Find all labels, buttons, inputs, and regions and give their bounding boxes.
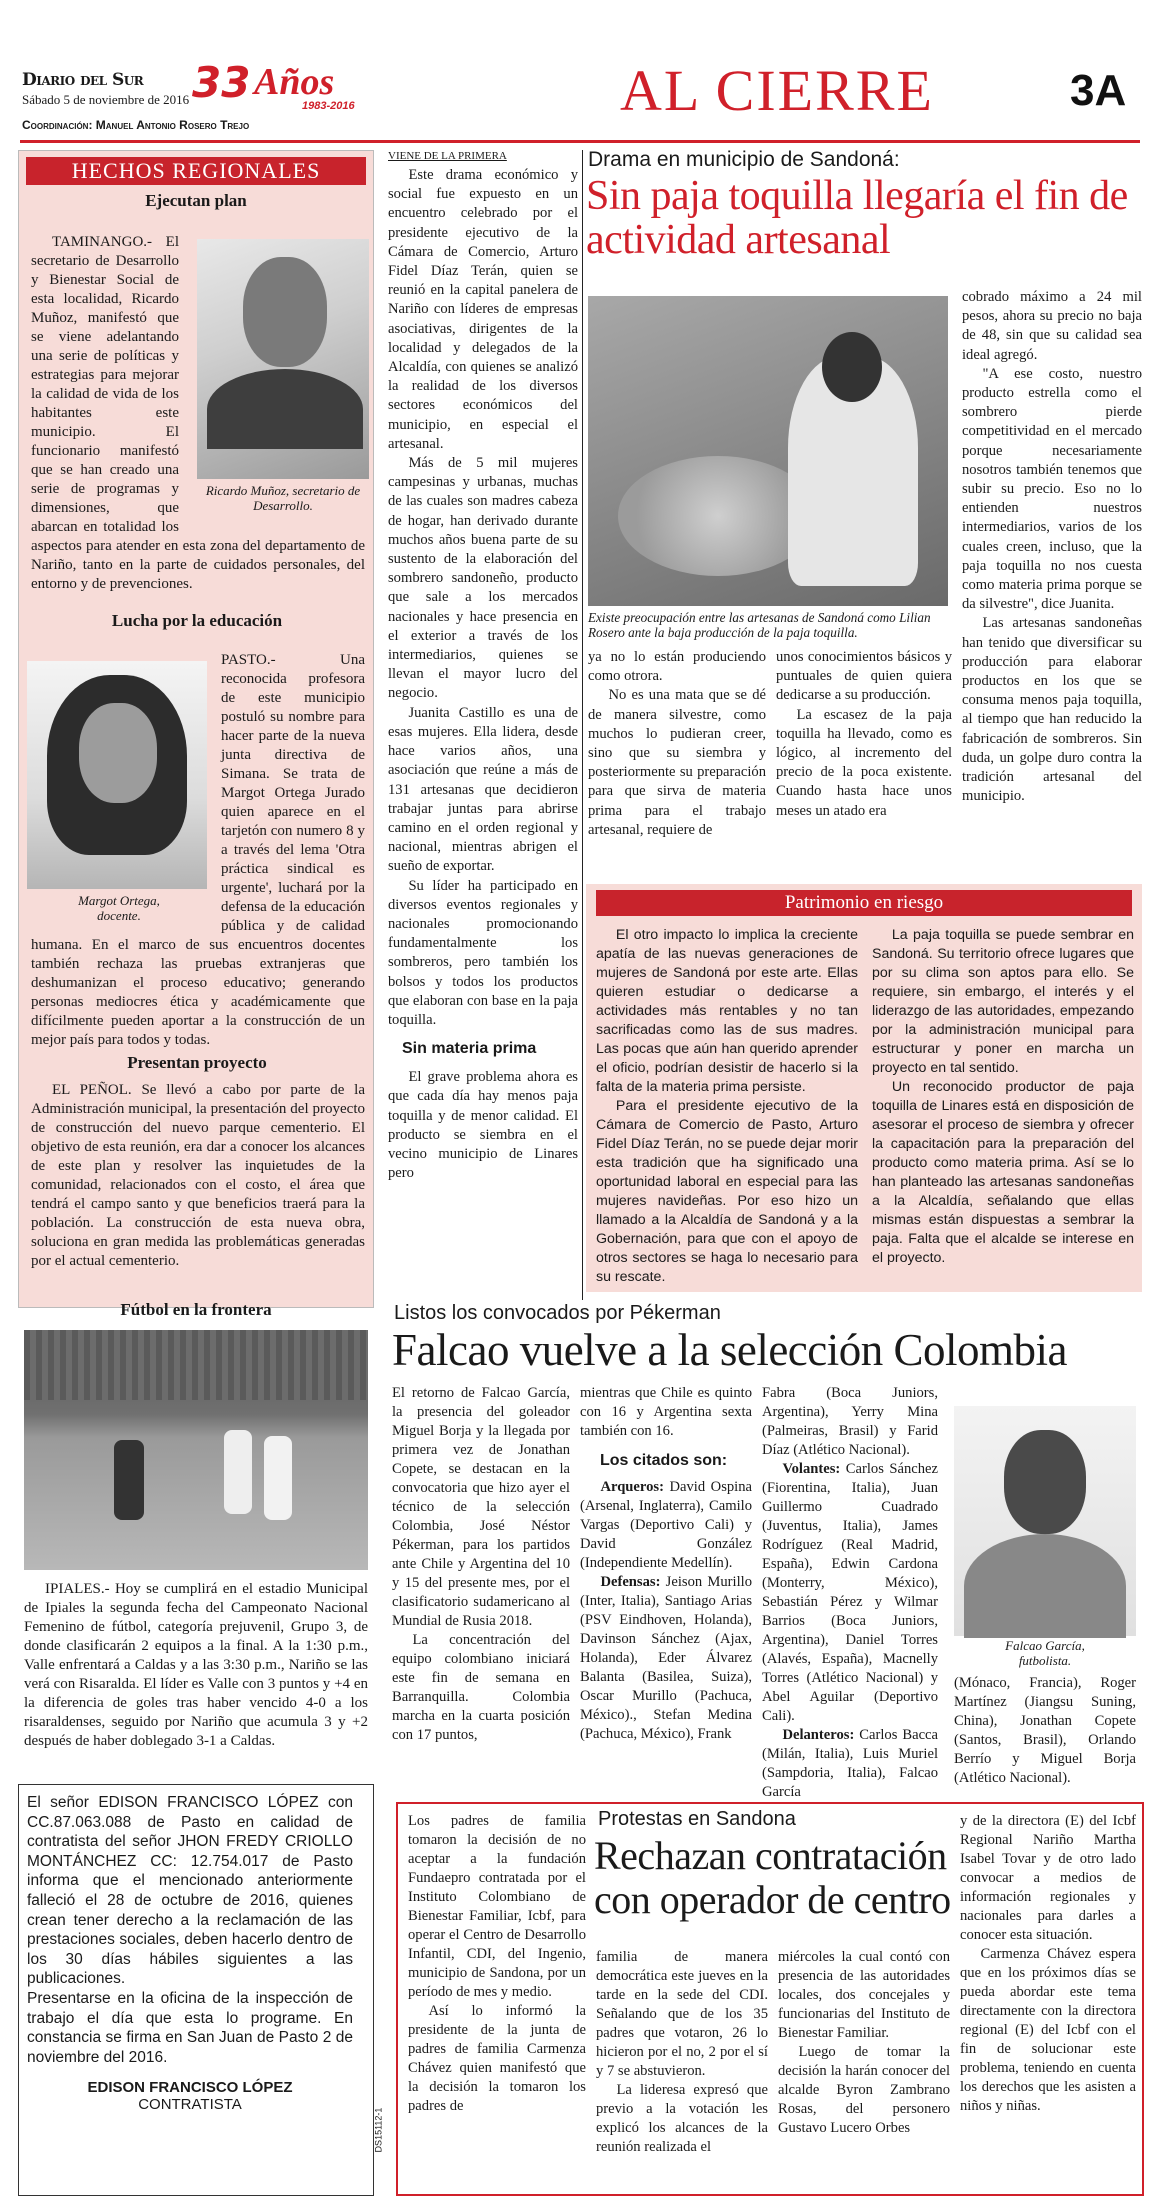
label: Arqueros: (600, 1479, 664, 1495)
portrait-shoulders (964, 1534, 1126, 1638)
paragraph: La lideresa expresó que previo a la votación les explicó los alcances de la reunión realizada el (596, 2082, 768, 2155)
patrimonio-banner: Patrimonio en riesgo (596, 890, 1132, 916)
section-title: AL CIERRE (620, 58, 934, 123)
paragraph: Un reconocido productor de paja toquilla de Linares está en disposición de asesorar el proceso de siembra y ofrecer la capacitación para la preparación del producto como materia prima. Así se lo han planteado las artesanas sandoneñas a la Alcaldía, señalando que ellas mismas están dispuestas a sembrar la paja. Falta que el alcalde se interese en el proyecto. (872, 1079, 1134, 1266)
article-headline: Sin paja toquilla llegaría el fin de actividad artesanal (586, 173, 1128, 263)
paragraph: unos conocimientos básicos y puntuales de quien quiera dedicarse a su producción. (776, 649, 952, 704)
article-text (388, 166, 578, 1030)
text: Carlos Bacca (Milán, Italia), Luis Muriel (Sampdoria, Italia), Falcao García (762, 1727, 938, 1800)
patrimonio-col-a (596, 926, 858, 1286)
paragraph (580, 1478, 752, 1573)
paragraph: Su líder ha participado en diversos eventos regionales y nacionales promocionando fundamentalmente los sombreros, pero también los bolsos y todos los productos que elaboran con base en la paja toquilla. (388, 877, 578, 1028)
notice-signature: EDISON FRANCISCO LÓPEZ (87, 2079, 293, 2097)
paragraph: familia de manera democrática este jueves en la tarde en la sede del CDI. Señalando que de los 35 padres que votaron, 26 lo hicieron por el no, 2 por el sí y 7 se abstuvieron. (596, 1949, 768, 2079)
paper-name: Diario del Sur (22, 70, 144, 90)
paragraph: Más de 5 mil mujeres campesinas y urbanas, muchas de las cuales son madres cabeza de hogar, han derivado durante muchos años buena parte de su sustento de la elaboración del sombrero sandoneño, producto que sale a los mercados nacionales y hace presencia en el exterior a través de los intermediarios, quienes se llevan el mayor lucro del negocio. (388, 455, 578, 702)
sandona-article (586, 148, 1142, 1298)
protestas-col-3 (778, 1948, 950, 2192)
label: Volantes: (782, 1461, 841, 1477)
float-spacer (31, 651, 215, 921)
item-title: Lucha por la educación (111, 611, 283, 630)
falcao-col-2 (580, 1384, 752, 1780)
photo-caption: Existe preocupación entre las artesanas de Sandoná como Lilian Rosero ante la baja producción de la paja toquilla. (588, 610, 931, 640)
photo-artisan-weaving (588, 296, 948, 606)
article-headline: Rechazan contratación con operador de centro (594, 1833, 951, 1922)
item-title: Ejecutan plan (145, 191, 247, 210)
text: David Ospina (Arsenal, Inglaterra), Camilo Vargas (Deportivo Cali) y David González (Independiente Medellín). (580, 1479, 752, 1571)
falcao-article (388, 1302, 1144, 1800)
paragraph: La concentración del equipo colombiano iniciará este fin de semana en Barranquilla. Colombia marcha en la cuarta posición con 17 puntos, (392, 1632, 570, 1743)
photo-womens-football (24, 1330, 368, 1570)
protestas-col-2 (596, 1948, 768, 2192)
paragraph: Para el presidente ejecutivo de la Cámara de Comercio de Pasto, Arturo Fidel Díaz Terán, no se puede dejar morir esta tradición que ha significado una oportunidad laboral en especial para las mujeres navideñas. Por eso hizo un llamado a la Alcaldía de Sandoná y a la Gobernación, para que con el apoyo de otros sectores se haga lo necesario para su rescate. (596, 1098, 858, 1285)
article-text (388, 1068, 578, 1183)
paragraph: La paja toquilla se puede sembrar en Sandoná. Su territorio ofrece lugares que por su clima son aptos para ello. Se requiere, sin embargo, el interés y el liderazgo de las autoridades, empezando por la administración municipal para estructurar y poner en marcha un proyecto en tal sentido. (872, 927, 1134, 1076)
portrait-head (1004, 1430, 1086, 1534)
photo-caption: Margot Ortega, docente. (78, 893, 160, 923)
paragraph: ya no lo están produciendo como otrora. (588, 649, 766, 685)
paragraph: Las artesanas sandoneñas han tenido que diversificar su producción para elaborar productos en los que se consuma menos paja toquilla, al tiempo que han reducido la fabricación de sombreros. Sin duda, un golpe duro contra la tradición artesanal del municipio. (962, 615, 1142, 805)
player (114, 1440, 144, 1520)
paragraph: miércoles la cual contó con presencia de las autoridades locales, dos concejales y funcionarias del Instituto de Bienestar Familiar. (778, 1949, 950, 2041)
article-headline: Falcao vuelve a la selección Colombia (392, 1325, 1068, 1375)
article-kicker: Drama en municipio de Sandoná: (588, 148, 900, 171)
protestas-article (396, 1802, 1144, 2196)
anniversary-number: 33 (192, 58, 251, 107)
paragraph: El otro impacto lo implica la creciente apatía de las nuevas generaciones de mujeres de Sandoná por este arte. Ellas quieren estudiar o dedicarse a actividades más rentables y no tan sacrificadas como las de sus madres. Las pocas que aún han querido aprender el oficio, podrían desistir de hacerlo si la falta de la materia prima persiste. (596, 927, 858, 1095)
subhead: Sin materia prima (402, 1040, 537, 1058)
item-title: Presentan proyecto (127, 1053, 267, 1072)
paragraph: y de la directora (E) del Icbf Regional Nariño Martha Isabel Tovar y de otro lado convocar a medios de información regionales y nacionales para darles a conocer esta situación. (960, 1813, 1136, 1943)
text: Carlos Sánchez (Fiorentina, Italia), Juan Guillermo Cuadrado (Juventus, Italia), James Rodríguez (Real Madrid, España), Edwin Cardona (Monterry, México), Sebastián Pérez y Wilmar Barrios (Boca Juniors, Argentina), Daniel Torres (Alavés, España), Macnelly Torres (Atlético Nacional) y Abel Aguilar (Deportivo Cali). (762, 1461, 938, 1724)
text: Jeison Murillo (Inter, Italia), Santiago Arias (PSV Eindhoven, Holanda), Davinson Sánchez (Ajax, Holanda), Eder Álvarez Balanta (Basilea, Suiza), Oscar Murillo (Pachuca, México)., Stefan Medina (Pachuca, México), Frank (580, 1574, 752, 1742)
notice-role: CONTRATISTA (138, 2096, 242, 2114)
item-body: IPIALES.- Hoy se cumplirá en el estadio Municipal de Ipiales la segunda fecha del Campeonato Nacional Femenino de fútbol, categoría prejuvenil, Grupo 3, de donde clasificarán 2 equipos a la final. A la 1:30 p.m., Valle enfrentará a Caldas y a las 3:30 p.m., Nariño se las verá con Risaralda. El líder es Valle con 3 puntos y +4 en la diferencia de goles tras haber vencido 4-0 a los risaraldenses, seguido por Nariño que acumula 3 y +2 después de haber doblegado 3-1 a Caldas. (24, 1581, 368, 1749)
player (224, 1430, 252, 1514)
label: Delanteros: (782, 1727, 855, 1743)
item-title: Fútbol en la frontera (120, 1300, 272, 1319)
article-kicker: Listos los convocados por Pékerman (394, 1302, 721, 1324)
page-number: 3A (1070, 66, 1127, 115)
header-rule (20, 140, 1140, 143)
subhead: Los citados son: (600, 1452, 728, 1469)
paragraph: mientras que Chile es quinto con 16 y Argentina sexta también con 16. (580, 1385, 752, 1439)
paragraph: No es una mata que se dé de manera silvestre, como muchos lo pudieran creer, sino que su siembra y posteriormente su preparación para que sirva de materia prima para el trabajo artesanal, requiere de (588, 687, 766, 838)
item-body: PASTO.- Una reconocida profesora de este municipio postuló su nombre para hacer parte de la nueva junta directiva de Simana. Se trata de Margot Ortega Jurado quien aparece en el tarjetón con numero 8 y a través del lema 'Otra práctica sindical es urgente', luchará por la defensa de la educación pública y de calidad humana. En el marco de sus encuentros docentes también rechaza las pruebas extranjeras que deshumanizan el proceso educativo; generando personas mediocres ética y académicamente que difícilmente pueden aportar a la construcción de un mejor país para todos y todas. (31, 652, 365, 1048)
hechos-regionales-box (18, 150, 374, 1308)
falcao-col-1 (392, 1384, 570, 1780)
hechos-banner: HECHOS REGIONALES (26, 157, 366, 185)
paragraph: Carmenza Chávez espera que en los próximos días se pueda abordar este tema directamente con la directora regional (E) del Icbf con el fin de solucionar este problema, teniendo en cuenta los derechos que les asisten a niños y niñas. (960, 1946, 1136, 2114)
legal-notice (18, 1784, 384, 2196)
paragraph (392, 1384, 570, 1631)
photo-caption: Falcao García, futbolista. (1005, 1638, 1085, 1668)
viene-label: VIENE DE LA PRIMERA (388, 150, 507, 162)
anniversary-logo (192, 58, 412, 114)
patrimonio-col-b (872, 926, 1134, 1286)
paragraph: Los padres de familia tomaron la decisión de no aceptar a la fundación Fundaepro contratada por el Instituto Colombiano de Bienestar Familiar, Icbf, para operar el Centro de Desarrollo Infantil, CDI, del Ingenio, municipio de Sandona, por un período de mes y medio. (408, 1813, 586, 2000)
falcao-col-4 (954, 1674, 1136, 1786)
paragraph: Luego de tomar la decisión la harán conocer del alcalde Byron Zambrano Rosas, del personero Gustavo Lucero Orbes (778, 2044, 950, 2136)
sandona-continued-column (388, 150, 578, 1300)
lead-text: El retorno de Falcao García, la presencia del goleador Miguel Borja y la llegada por primera vez de Jonathan Copete, se destacan en la convocatoria que hizo ayer el técnico de la selección Colombia, José Néstor Pékerman, para los partidos ante Chile y Argentina del 10 y 15 del presente mes, por el clasificatorio sudamericano al Mundial de Rusia 2018. (392, 1385, 570, 1629)
column-rule (582, 150, 583, 1300)
photo-caption: Ricardo Muñoz, secretario de Desarrollo. (205, 483, 361, 513)
float-spacer (185, 233, 365, 523)
falcao-col-3 (762, 1384, 938, 1800)
masthead (20, 58, 1140, 142)
paragraph: Así lo informó la presidente de la junta de padres de familia Carmenza Chávez quien manifestó que la decisión la tomaron los padres de (408, 2003, 586, 2114)
futbol-frontera (18, 1300, 374, 1775)
label: Defensas: (600, 1574, 661, 1590)
paragraph: La escasez de la paja toquilla ha llevado, como es lógico, al incremento del precio de la poca existente. Cuando hasta hace unos meses un atado era (776, 706, 952, 819)
notice-code: DS15112-1 (373, 2107, 384, 2153)
anniversary-years: 1983-2016 (302, 100, 355, 112)
anniversary-word: Años (254, 61, 335, 103)
article-kicker: Protestas en Sandona (598, 1808, 796, 1830)
notice-body-2: Presentarse en la oficina de la inspección de trabajo el día que esta lo programe. En constancia se firma en San Juan de Pasto 2 de noviembre del 2016. (27, 1989, 353, 2066)
coordination-line: Coordinación: Manuel Antonio Rosero Trejo (22, 118, 250, 132)
item-body: TAMINANGO.- El secretario de Desarrollo y Bienestar Social de esta localidad, Ricardo Muñoz, manifestó que se viene adelantando una serie de políticas y estrategias para mejorar la calidad de vida de los habitantes este municipio. El funcionario manifestó que se han creado una serie de programas y dimensiones, que abarcan en totalidad los aspectos para atender en esta zona del departamento de Nariño, tanto en la parte de cuidados personales, del entorno y de prevenciones. (31, 234, 365, 592)
paragraph (762, 1726, 938, 1802)
paragraph: Fabra (Boca Juniors, Argentina), Yerry Mina (Palmeiras, Brasil) y Farid Díaz (Atlético Nacional). (762, 1385, 938, 1458)
notice-body: El señor EDISON FRANCISCO LÓPEZ con CC.87.063.088 de Pasto en calidad de contratista del señor JHON FREDY CRIOLLO MONTÁNCHEZ CC: 12.754.017 de Pasto informa que el mencionado anteriormente falleció el 28 de octubre de 2016, quienes crean tener derecho a la reclamación de las prestaciones sociales, deben hacerlo dentro de los 30 días hábiles siguientes a las publicaciones. (27, 1794, 353, 1988)
protestas-col-1 (408, 1812, 586, 2194)
issue-date: Sábado 5 de noviembre de 2016 (22, 92, 190, 107)
photo-falcao-garcia (954, 1406, 1136, 1636)
artisan-head (822, 332, 882, 402)
item-body: EL PEÑOL. Se llevó a cabo por parte de la Administración municipal, la presentación del proyecto de construcción del nuevo parque cementerio. El objetivo de esta reunión, era dar a conocer los alcances de este plan y resolver las inquietudes de la comunidad, relacionados con el costo, el área que tendrá el campo santo y que beneficios traerá para la población. La construcción de esta nueva obra, soluciona en gran medida las problemáticas generadas por el actual cementerio. (31, 1082, 365, 1269)
protestas-col-4 (960, 1812, 1136, 2194)
patrimonio-box (586, 884, 1142, 1292)
stadium-stand (24, 1330, 368, 1400)
paragraph (762, 1460, 938, 1726)
paragraph (580, 1573, 752, 1744)
paragraph: cobrado máximo a 24 mil pesos, ahora su precio no baja de 48, sin que su calidad sea ideal agregó. (962, 289, 1142, 363)
paragraph: El grave problema ahora es que cada día hay menos paja toquilla y de menor calidad. El producto se siembra en el vecino municipio de Linares pero (388, 1069, 578, 1182)
paragraph: (Mónaco, Francia), Roger Martínez (Jiangsu Suning, China), Jonathan Copete (Santos, Brasil), Orlando Berrío y Miguel Borja (Atlético Nacional). (954, 1675, 1136, 1786)
paragraph: Este drama económico y social fue expuesto en un encuentro celebrado por el presidente ejecutivo de la Cámara de Comercio, Arturo Fidel Díaz Terán, quien se reunió en la capital panelera de Nariño con líderes de empresas asociativas, dirigentes de la localidad y delegados de la Alcaldía, con quienes se analizó la realidad de los diversos sectores económicos del municipio, en especial el artesanal. (388, 167, 578, 452)
paragraph: "A ese costo, nuestro producto estrella como el sombrero pierde competitividad en el mercado porque necesariamente nosotros también tenemos que subir su precio. Eso no lo entienden nuestros intermediarios, varios de los cuales creen, incluso, que la paja toquilla no nos cuesta como materia prima porque se da silvestre", dice Juanita. (962, 365, 1142, 613)
paragraph: Juanita Castillo es una de esas mujeres. Ella lidera, desde hace varios años, una asociación que reúne a más de 131 artesanas que decidieron trabajar juntas para abrirse camino en el orden regional y nacional, mientras abrigen el sueño de exportar. (388, 704, 578, 875)
player (264, 1436, 292, 1520)
